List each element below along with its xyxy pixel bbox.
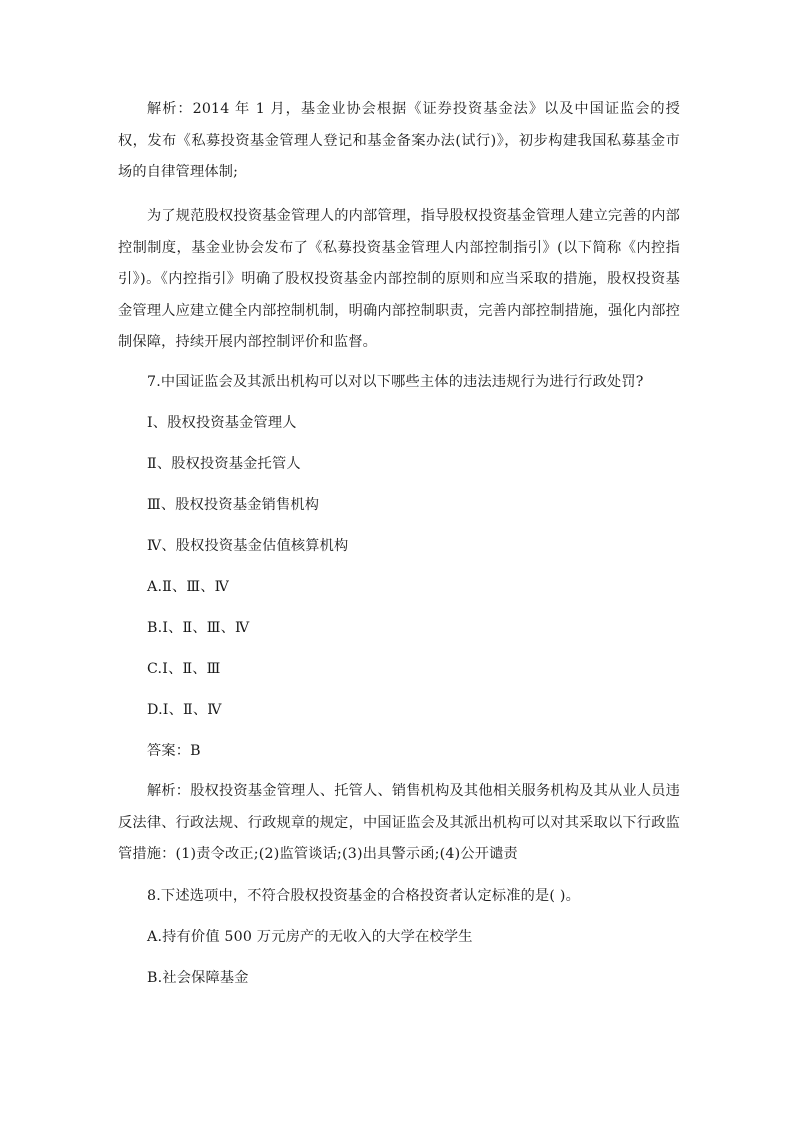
question-7-answer: 答案：B [147, 743, 201, 759]
question-8-text: 8.下述选项中，不符合股权投资基金的合格投资者认定标准的是( )。 [147, 888, 580, 904]
question-7-option-d: D.Ⅰ、Ⅱ、Ⅳ [147, 702, 222, 718]
question-8-option-a: A.持有价值 500 万元房产的无收入的大学在校学生 [147, 929, 473, 945]
question-7-text: 7.中国证监会及其派出机构可以对以下哪些主体的违法违规行为进行行政处罚? [147, 374, 644, 390]
question-7-analysis: 解析：股权投资基金管理人、托管人、销售机构及其他相关服务机构及其从业人员违反法律、行政法规、行政规章的规定，中国证监会及其派出机构可以对其采取以下行政监管措施：(1)责令改正;(2)监管谈话;(3)出具警示函;(4)公开谴责 [118, 783, 680, 862]
question-7-option-a: A.Ⅱ、Ⅲ、Ⅳ [147, 579, 230, 595]
analysis-paragraph-q6-part2: 为了规范股权投资基金管理人的内部管理，指导股权投资基金管理人建立完善的内部控制制度，基金业协会发布了《私募投资基金管理人内部控制指引》(以下简称《内控指引》)。《内控指引》明确了股权投资基金内部控制的原则和应当采取的措施，股权投资基金管理人应建立健全内部控制机制，明确内部控制职责，完善内部控制措施，强化内部控制保障，持续开展内部控制评价和监督。 [118, 208, 680, 350]
question-7-item-4: Ⅳ、股权投资基金估值核算机构 [147, 538, 349, 554]
question-7-item-1: Ⅰ、股权投资基金管理人 [147, 415, 297, 431]
question-7-item-3: Ⅲ、股权投资基金销售机构 [147, 497, 320, 513]
analysis-paragraph-q6-part1: 解析：2014 年 1 月，基金业协会根据《证券投资基金法》以及中国证监会的授权，发布《私募投资基金管理人登记和基金备案办法(试行)》，初步构建我国私募基金市场的自律管理体制; [118, 101, 680, 180]
question-7-option-c: C.Ⅰ、Ⅱ、Ⅲ [147, 661, 221, 677]
question-8-option-b: B.社会保障基金 [147, 970, 249, 986]
question-7-item-2: Ⅱ、股权投资基金托管人 [147, 456, 301, 472]
question-7-option-b: B.Ⅰ、Ⅱ、Ⅲ、Ⅳ [147, 620, 250, 636]
